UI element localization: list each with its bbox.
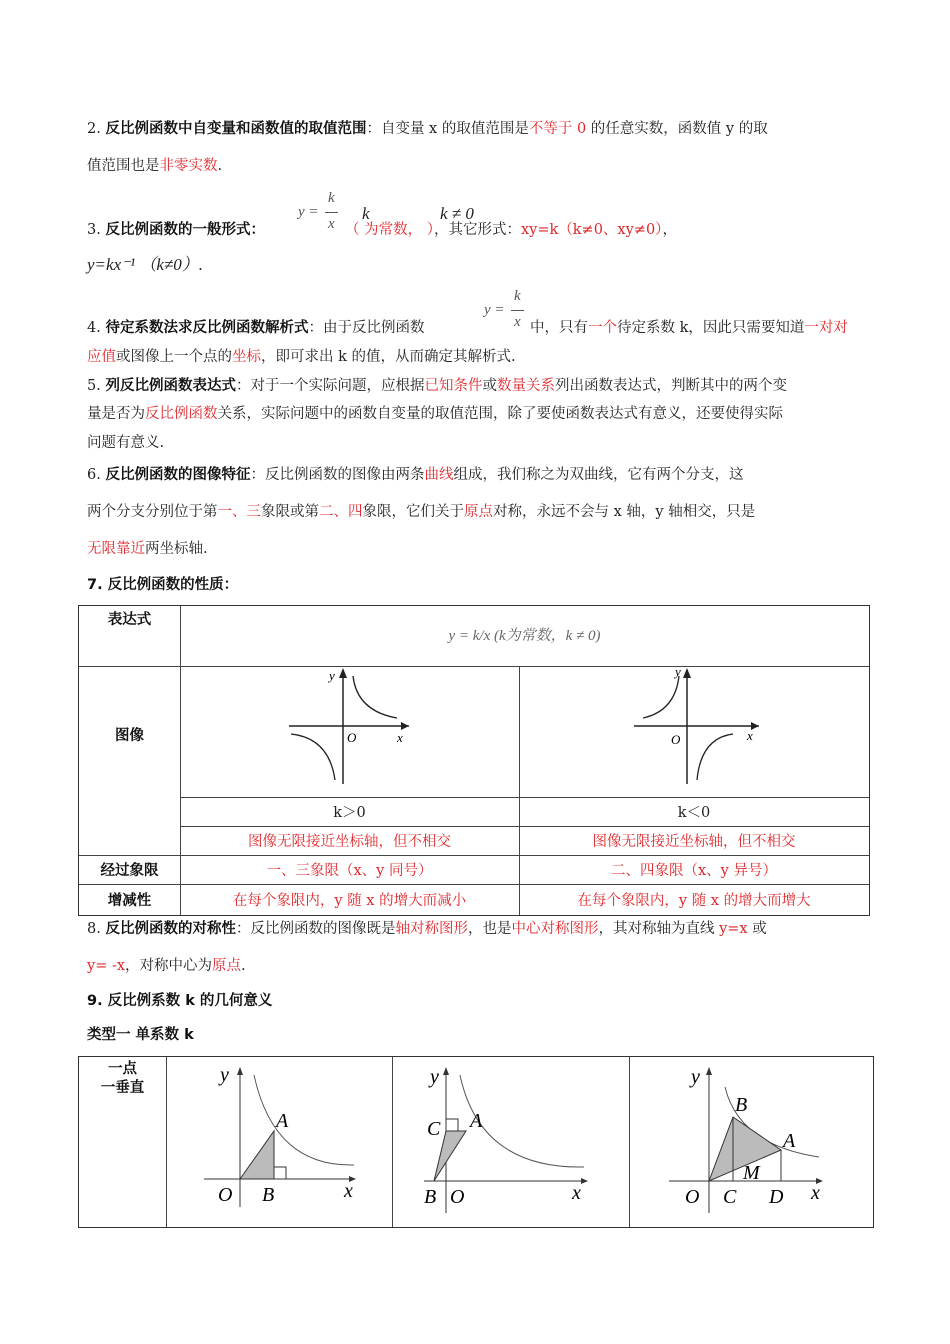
quadrant-positive: 一、三象限（x、y 同号） <box>266 863 433 879</box>
highlighted-text: 应值 <box>87 349 116 365</box>
body-text: ：自变量 x 的取值范围是 <box>366 121 529 137</box>
label-a: A <box>470 1110 483 1132</box>
k-negative-label: k＜0 <box>677 805 711 821</box>
body-text: 列出函数表达式，判断其中的两个变 <box>554 378 787 394</box>
label-y: y <box>430 1066 439 1088</box>
section-4-line-1a <box>87 318 424 338</box>
label-c: C <box>723 1186 737 1208</box>
y-axis-label: y <box>675 666 681 679</box>
body-text: 的任意实数，函数值 y 的取 <box>586 121 768 137</box>
expr-formula: y = k/x (k为常数，k ≠ 0) <box>448 628 601 644</box>
label-a: A <box>783 1130 796 1152</box>
body-text: 3. <box>87 222 106 238</box>
section-3-line-1 <box>87 220 265 240</box>
type-1-title <box>87 1025 194 1045</box>
body-text: . <box>241 958 246 974</box>
bold-heading-text: 反比例函数的一般形式： <box>105 222 265 238</box>
graph-k-positive <box>279 666 519 796</box>
x-axis-label: x <box>397 730 403 745</box>
body-text: ，也是 <box>467 921 512 937</box>
highlighted-text: 非零实数 <box>159 158 218 174</box>
highlighted-text: 一对对 <box>804 320 848 336</box>
section-9-title <box>87 991 272 1011</box>
body-text: 5. <box>87 378 106 394</box>
expr-label: 表达式 <box>107 612 152 628</box>
highlighted-text: 原点 <box>464 504 493 520</box>
label-y: y <box>220 1064 229 1086</box>
label-x: x <box>572 1182 581 1204</box>
section-5-line-3 <box>87 433 164 453</box>
y-axis-label: y <box>329 668 335 683</box>
formula-denominator: x <box>514 314 521 330</box>
body-text: 8. <box>87 921 106 937</box>
quadrant-label: 经过象限 <box>100 863 159 879</box>
x-axis-label: x <box>747 728 753 743</box>
graph-k-negative <box>629 666 869 796</box>
section-5-line-1 <box>87 376 787 396</box>
body-text: ，对称中心为 <box>125 958 213 974</box>
body-text: 象限或第 <box>261 504 319 520</box>
body-text: ：反比例函数的图像由两条 <box>250 467 425 483</box>
formula-denominator: x <box>328 216 335 232</box>
highlighted-text: y=x <box>719 921 748 937</box>
properties-table <box>78 605 870 916</box>
section-6-line-1 <box>87 465 743 485</box>
section-8-line-1 <box>87 919 767 939</box>
monotonicity-label: 增减性 <box>107 893 152 909</box>
body-text: 量是否为 <box>87 406 145 422</box>
body-text: 或图像上一个点的 <box>116 349 232 365</box>
quadrant-negative: 二、四象限（x、y 异号） <box>611 863 777 879</box>
section-3-line-1-rest <box>345 220 677 240</box>
formula-y-equals-k-over-x <box>298 190 343 236</box>
body-text: . <box>217 158 223 174</box>
figure-one-point-3 <box>669 1057 873 1227</box>
body-text: 组成，我们称之为双曲线，它有两个分支，这 <box>453 467 744 483</box>
bold-heading-text: 待定系数法求反比例函数解析式 <box>105 320 309 336</box>
section-8-line-2 <box>87 956 246 976</box>
highlighted-text: 二、四 <box>319 504 363 520</box>
row-label-2: 一垂直 <box>100 1080 145 1096</box>
label-d: D <box>769 1186 784 1208</box>
bold-heading-text: 反比例函数中自变量和函数值的取值范围 <box>105 121 367 137</box>
section-5-line-2 <box>87 404 783 424</box>
highlighted-text: 曲线 <box>424 467 454 483</box>
body-text: 问题有意义. <box>87 435 165 451</box>
section-4-line-2 <box>87 347 516 367</box>
label-a: A <box>276 1110 289 1132</box>
body-text: 值范围也是 <box>87 158 160 174</box>
highlighted-text: y= -x <box>87 958 126 974</box>
formula-y-equals-k-over-x-2 <box>484 288 529 334</box>
body-text: 待定系数 k，因此只需要知道 <box>617 320 805 336</box>
origin-label: O <box>347 730 357 745</box>
bold-heading-text: 9. 反比例系数 k 的几何意义 <box>87 993 273 1009</box>
highlighted-text: 无限靠近 <box>87 541 145 557</box>
figure-one-point-2 <box>424 1057 624 1227</box>
label-b: B <box>735 1094 748 1116</box>
formula-numerator: k <box>514 288 521 304</box>
highlighted-text: 一、三 <box>217 504 261 520</box>
body-text: ， <box>662 222 677 238</box>
approach-positive: 图像无限接近坐标轴，但不相交 <box>248 834 451 850</box>
section-6-line-2 <box>87 502 755 522</box>
formula-numerator: k <box>328 190 335 206</box>
body-text: 中，只有 <box>530 320 588 336</box>
section-4-line-1b <box>530 318 848 338</box>
section-2-line-1 <box>87 119 768 139</box>
label-y: y <box>691 1066 700 1088</box>
body-text: 6. <box>87 467 106 483</box>
body-text: ：对于一个实际问题，应根据 <box>235 378 425 394</box>
body-text: 两个分支分别位于第 <box>87 504 218 520</box>
figure-one-point <box>194 1057 384 1227</box>
highlighted-text: 轴对称图形 <box>395 921 468 937</box>
origin-label: O <box>671 732 681 747</box>
label-o: O <box>685 1186 700 1208</box>
formula-k-ne-0: k ≠ 0 <box>440 204 474 223</box>
body-text: 或 <box>747 921 767 937</box>
highlighted-text: 坐标 <box>232 349 261 365</box>
fraction-bar <box>325 212 338 213</box>
highlighted-text: 中心对称图形 <box>511 921 599 937</box>
bold-heading-text: 反比例函数的对称性 <box>105 921 236 937</box>
section-2-line-2 <box>87 156 222 176</box>
body-text: 两坐标轴. <box>145 541 208 557</box>
approach-negative: 图像无限接近坐标轴，但不相交 <box>592 834 796 850</box>
label-o: O <box>218 1184 233 1206</box>
section-6-line-3 <box>87 539 208 559</box>
label-m: M <box>743 1162 760 1184</box>
body-text: 关系，实际问题中的函数自变量的取值范围，除了要使函数表达式有意义，还要使得实际 <box>217 406 783 422</box>
label-b: B <box>262 1184 275 1206</box>
image-label: 图像 <box>115 728 144 744</box>
body-text: ，即可求出 k 的值，从而确定其解析式. <box>261 349 516 365</box>
body-text: ，其对称轴为直线 <box>598 921 720 937</box>
body-text: 4. <box>87 320 106 336</box>
body-text: 2. <box>87 121 106 137</box>
body-text: ，其它形式： <box>433 222 521 238</box>
row-label-1: 一点 <box>108 1061 137 1077</box>
label-x: x <box>811 1182 820 1204</box>
highlighted-text: ） <box>422 222 434 238</box>
label-c: C <box>427 1118 441 1140</box>
formula-k: k <box>362 204 370 223</box>
section-7-title <box>87 575 238 595</box>
formula-lhs: y = <box>484 302 505 318</box>
highlighted-text: 不等于 0 <box>528 121 587 137</box>
highlighted-text: xy=k（k≠0、xy≠0） <box>520 222 663 238</box>
geometry-table <box>78 1056 874 1228</box>
bold-heading-text: 反比例函数的图像特征 <box>105 467 251 483</box>
highlighted-text: （ 为常数， <box>345 222 423 238</box>
monotonicity-positive: 在每个象限内，y 随 x 的增大而减小 <box>232 893 467 909</box>
formula-lhs: y = <box>298 204 319 220</box>
highlighted-text: 原点 <box>212 958 242 974</box>
label-b: B <box>424 1186 437 1208</box>
bold-heading-text: 7. 反比例函数的性质： <box>87 577 239 593</box>
body-text: 或 <box>482 378 497 394</box>
monotonicity-negative: 在每个象限内，y 随 x 的增大而增大 <box>577 893 811 909</box>
label-x: x <box>344 1180 353 1202</box>
highlighted-text: 数量关系 <box>496 378 555 394</box>
section-3-line-2: y=kx⁻¹ （k≠0）. <box>87 255 204 274</box>
body-text: 对称，永远不会与 x 轴，y 轴相交，只是 <box>493 504 756 520</box>
bold-heading-text: 类型一 单系数 k <box>87 1027 194 1043</box>
label-o: O <box>450 1186 465 1208</box>
bold-heading-text: 列反比例函数表达式 <box>105 378 236 394</box>
body-text: ：由于反比例函数 <box>308 320 425 336</box>
k-positive-label: k＞0 <box>333 805 366 821</box>
fraction-bar <box>511 310 524 311</box>
highlighted-text: 反比例函数 <box>145 406 218 422</box>
body-text: ：反比例函数的图像既是 <box>235 921 396 937</box>
highlighted-text: 已知条件 <box>424 378 483 394</box>
body-text: 象限，它们关于 <box>362 504 464 520</box>
highlighted-text: 一个 <box>588 320 617 336</box>
